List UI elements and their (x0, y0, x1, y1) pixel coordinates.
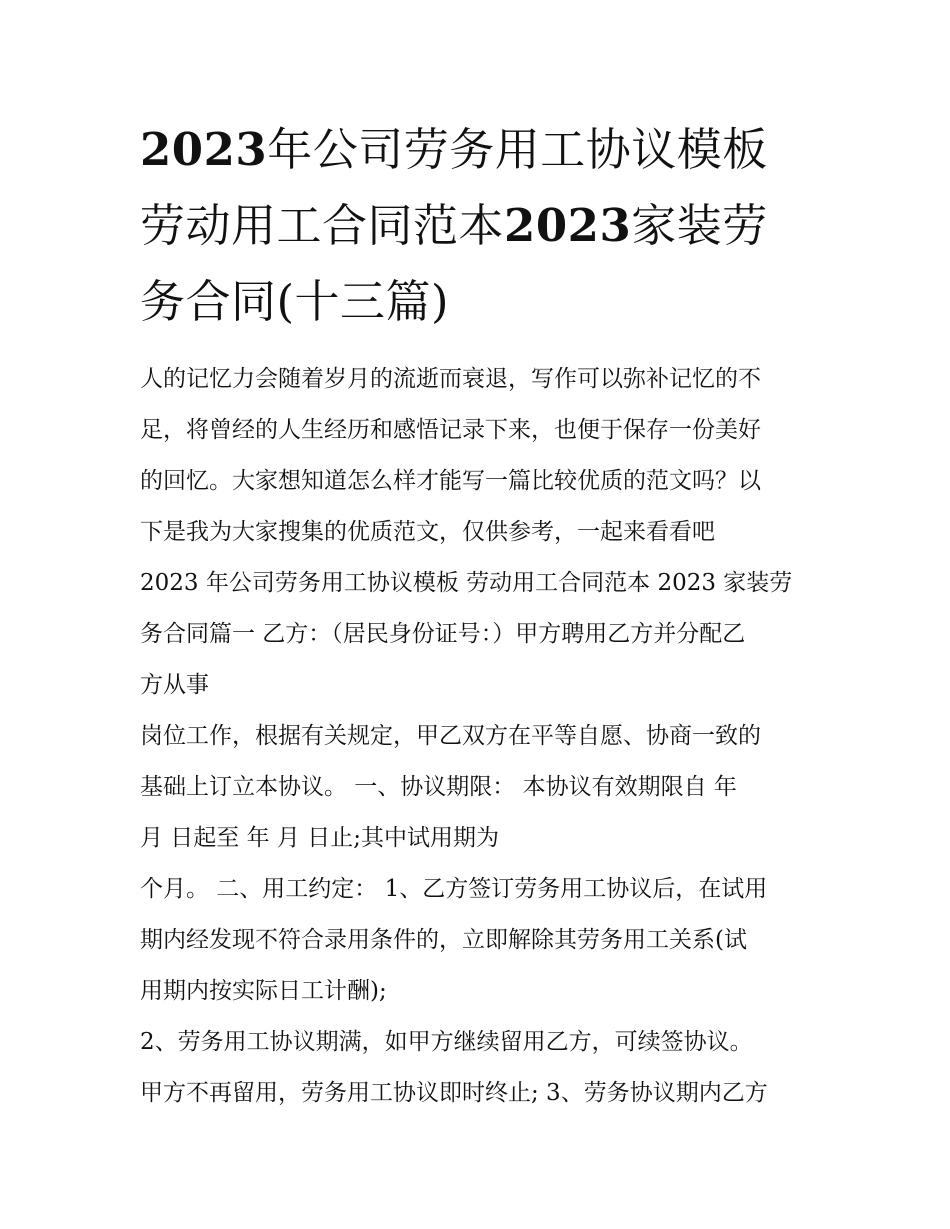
document-title (140, 112, 830, 340)
body-line: 岗位工作，根据有关规定，甲乙双方在平等自愿、协商一致的 (140, 723, 761, 749)
document-body (140, 354, 830, 1119)
body-line: 方从事 (140, 672, 209, 698)
body-line: 个月。 二、用工约定： 1、乙方签订劳务用工协议后，在试用 (140, 876, 768, 902)
body-line: 下是我为大家搜集的优质范文，仅供参考，一起来看看吧 (140, 519, 715, 545)
body-line: 基础上订立本协议。 一、协议期限： 本协议有效期限自 年 (140, 774, 737, 800)
title-line-3: 务合同(十三篇) (140, 275, 450, 328)
title-line-1: 2023年公司劳务用工协议模板 (140, 123, 768, 176)
body-line: 用期内按实际日工计酬); (140, 978, 387, 1004)
body-line: 甲方不再留用，劳务用工协议即时终止; 3、劳务协议期内乙方 (140, 1080, 768, 1106)
body-line: 足，将曾经的人生经历和感悟记录下来，也便于保存一份美好 (140, 417, 761, 443)
body-line: 2、劳务用工协议期满，如甲方继续留用乙方，可续签协议。 (140, 1029, 753, 1055)
body-line: 月 日起至 年 月 日止;其中试用期为 (140, 825, 499, 851)
body-line: 人的记忆力会随着岁月的流逝而衰退，写作可以弥补记忆的不 (140, 366, 761, 392)
body-line: 期内经发现不符合录用条件的，立即解除其劳务用工关系(试 (140, 927, 747, 953)
title-line-2: 劳动用工合同范本2023家装劳 (140, 199, 768, 252)
body-line: 务合同篇一 乙方：（居民身份证号：）甲方聘用乙方并分配乙 (140, 621, 746, 647)
body-line: 2023 年公司劳务用工协议模板 劳动用工合同范本 2023 家装劳 (140, 570, 793, 596)
body-line: 的回忆。大家想知道怎么样才能写一篇比较优质的范文吗？以 (140, 468, 761, 494)
